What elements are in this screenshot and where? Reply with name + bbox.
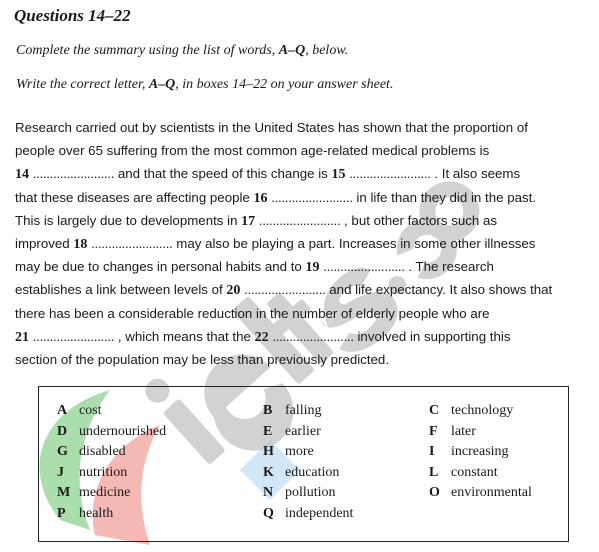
option-letter: M bbox=[57, 485, 71, 500]
option-item bbox=[429, 424, 476, 440]
option-letter: Q bbox=[263, 506, 274, 521]
option-letter: D bbox=[57, 424, 68, 439]
option-item bbox=[263, 465, 339, 481]
question-number: 15 bbox=[331, 167, 346, 183]
question-number: 20 bbox=[226, 283, 241, 299]
question-number: 22 bbox=[254, 329, 269, 345]
instruction-text: Write the correct letter, bbox=[16, 77, 149, 92]
instruction-write-letter bbox=[16, 77, 393, 93]
summary-text: , which means that the bbox=[114, 328, 255, 344]
option-item bbox=[57, 403, 102, 419]
summary-line bbox=[15, 325, 595, 348]
option-letter: P bbox=[57, 506, 66, 521]
summary-text: involved in supporting this bbox=[353, 328, 511, 344]
answer-blank[interactable]: ........................ bbox=[271, 189, 353, 205]
option-word: environmental bbox=[451, 485, 532, 500]
option-letter: H bbox=[263, 444, 274, 459]
option-item bbox=[57, 465, 127, 481]
summary-text: establishes a link between levels of bbox=[15, 282, 227, 298]
summary-text: . The research bbox=[404, 259, 494, 275]
option-word: health bbox=[79, 506, 114, 521]
summary-text: . It also seems bbox=[430, 166, 521, 182]
option-item bbox=[57, 506, 113, 522]
option-item bbox=[263, 444, 314, 460]
option-item bbox=[429, 403, 513, 419]
instruction-text: , below. bbox=[305, 43, 349, 58]
option-item bbox=[429, 444, 509, 460]
instruction-range: A–Q bbox=[278, 43, 306, 58]
option-item bbox=[263, 403, 322, 419]
option-letter: B bbox=[263, 403, 273, 418]
option-item bbox=[57, 444, 126, 460]
option-letter: G bbox=[57, 444, 68, 459]
option-word: cost bbox=[79, 403, 102, 418]
summary-text: that these diseases are affecting people bbox=[15, 189, 254, 205]
option-letter: C bbox=[429, 403, 440, 418]
word-list-box bbox=[38, 386, 569, 542]
option-word: undernourished bbox=[79, 424, 167, 439]
summary-line bbox=[15, 209, 595, 232]
option-letter: K bbox=[263, 465, 274, 480]
option-letter: A bbox=[57, 403, 68, 418]
option-word: later bbox=[451, 424, 476, 439]
option-letter: J bbox=[57, 465, 64, 480]
summary-line bbox=[15, 232, 595, 255]
instruction-range: A–Q bbox=[148, 77, 176, 92]
question-number: 14 bbox=[15, 167, 29, 183]
summary-line bbox=[15, 278, 595, 301]
option-word: independent bbox=[285, 506, 354, 521]
question-number: 19 bbox=[305, 260, 320, 276]
option-item bbox=[263, 506, 353, 522]
option-word: falling bbox=[285, 403, 322, 418]
option-word: technology bbox=[451, 403, 514, 418]
option-word: disabled bbox=[79, 444, 126, 459]
option-word: constant bbox=[451, 465, 498, 480]
option-letter: L bbox=[429, 465, 439, 480]
option-word: education bbox=[285, 465, 340, 480]
option-item bbox=[429, 485, 532, 501]
option-letter: N bbox=[263, 485, 274, 500]
option-item bbox=[263, 485, 336, 501]
option-letter: O bbox=[429, 485, 440, 500]
summary-text: may also be playing a part. Increases in some other illnesses bbox=[172, 235, 536, 251]
answer-blank[interactable]: ........................ bbox=[272, 328, 354, 344]
answer-blank[interactable]: ........................ bbox=[32, 328, 115, 344]
answer-blank[interactable]: ........................ bbox=[244, 282, 326, 298]
summary-line: Research carried out by scientists in the United States has shown that the proportion of bbox=[15, 120, 528, 135]
summary-line bbox=[15, 255, 595, 278]
summary-passage bbox=[15, 116, 595, 371]
option-letter: F bbox=[429, 424, 438, 439]
answer-blank[interactable]: ........................ bbox=[91, 235, 173, 251]
summary-text: , but other factors such as bbox=[340, 212, 498, 228]
question-number: 17 bbox=[241, 213, 256, 229]
instruction-text: , in boxes 14–22 on your answer sheet. bbox=[175, 77, 394, 92]
option-word: more bbox=[285, 444, 314, 459]
summary-text: and life expectancy. It also shows that bbox=[325, 282, 553, 298]
option-item bbox=[263, 424, 321, 440]
summary-text: may be due to changes in personal habits and to bbox=[15, 259, 306, 275]
option-letter: I bbox=[429, 444, 435, 459]
answer-blank[interactable]: ........................ bbox=[349, 166, 431, 182]
answer-blank[interactable]: ........................ bbox=[32, 166, 115, 182]
summary-text: and that the speed of this change is bbox=[114, 166, 332, 182]
option-word: increasing bbox=[451, 444, 509, 459]
question-number: 21 bbox=[15, 329, 29, 345]
option-word: earlier bbox=[285, 424, 321, 439]
questions-heading: Questions 14–22 bbox=[14, 6, 131, 25]
summary-line: there has been a considerable reduction in the number of elderly people who are bbox=[15, 305, 490, 321]
option-word: pollution bbox=[285, 485, 336, 500]
option-item bbox=[57, 485, 130, 501]
summary-text: in life than they did in the past. bbox=[352, 189, 537, 205]
question-number: 16 bbox=[253, 190, 268, 206]
option-item bbox=[57, 424, 166, 440]
summary-text: improved bbox=[15, 235, 74, 251]
question-number: 18 bbox=[73, 236, 88, 252]
answer-blank[interactable]: ........................ bbox=[258, 212, 341, 228]
option-word: medicine bbox=[79, 485, 131, 500]
instruction-text: Complete the summary using the list of words, bbox=[16, 43, 279, 58]
summary-line: section of the population may be less than previously predicted. bbox=[15, 351, 390, 367]
option-item bbox=[429, 465, 498, 481]
summary-line: people over 65 suffering from the most common age-related medical problems is bbox=[15, 143, 490, 159]
option-letter: E bbox=[263, 424, 273, 439]
summary-line bbox=[15, 186, 595, 209]
answer-blank[interactable]: ........................ bbox=[323, 259, 405, 275]
instruction-complete-summary bbox=[16, 43, 348, 59]
summary-text: This is largely due to developments in bbox=[15, 212, 242, 228]
option-word: nutrition bbox=[79, 465, 128, 480]
summary-line bbox=[15, 162, 595, 185]
